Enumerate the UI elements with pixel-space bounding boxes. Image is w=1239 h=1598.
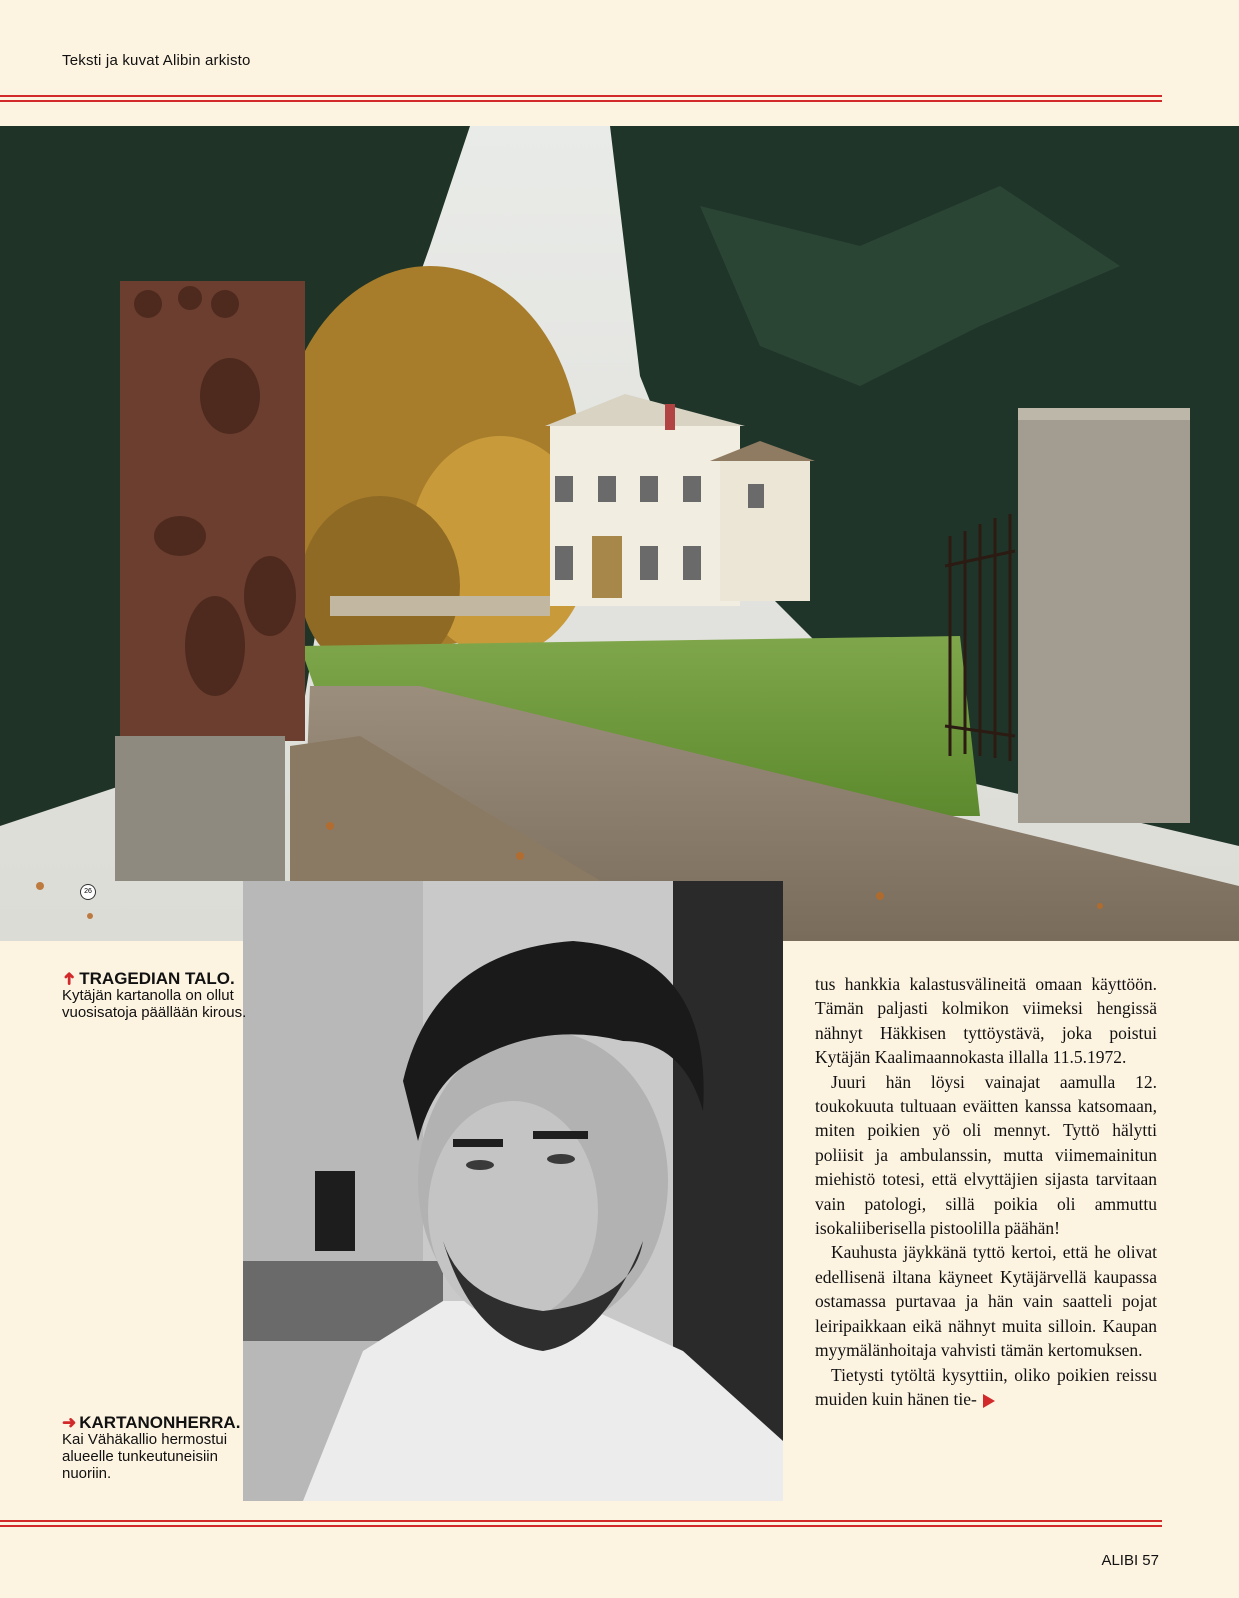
up-arrow-icon: ➜ — [59, 971, 79, 986]
caption-text: Kai Vähäkallio hermostui alueelle tunkeutuneisiin nuoriin. — [62, 1431, 228, 1482]
caption-portrait — [62, 1414, 247, 1482]
photo-number-badge: 26 — [80, 884, 96, 900]
continue-arrow-icon — [983, 1394, 995, 1408]
page-folio: ALIBI 57 — [1101, 1552, 1159, 1569]
right-arrow-icon: ➜ — [62, 1413, 77, 1432]
header-rule — [0, 95, 1162, 103]
article-credit: Teksti ja kuvat Alibin arkisto — [62, 52, 251, 69]
article-body — [815, 972, 1157, 1411]
caption-text: Kytäjän kartanolla on ollut vuosisatoja päällään kirous. — [62, 987, 247, 1021]
paragraph: tus hankkia kalastusvälineitä omaan käyttöön. Tämän paljasti kolmikon viimeksi hengissä nähnyt Häkkisen tyttöystävä, joka poistui Kytäjän Kaalimaannokasta illalla 11.5.1972. — [815, 974, 1157, 1068]
caption-title: KARTANONHERRA. — [79, 1413, 241, 1432]
portrait-photo — [243, 881, 783, 1501]
paragraph-last: Tietysti tytöltä kysyttiin, oliko poikien reissu muiden kuin hänen tie- — [815, 1364, 1157, 1409]
manor-photo — [0, 126, 1239, 941]
paragraph: Juuri hän löysi vainajat aamulla 12. toukokuuta tultuaan eväitten kanssa katsomaan, miten poikien yö oli mennyt. Tyttö hälytti poliisit ja ambulanssin, mutta viimemainitun miehistö totesi, että elvyttäjien sijasta tarvitaan vain patologi, sillä poikia oli ammuttu isokaliiberisella pistoolilla päähän! — [815, 1071, 1157, 1239]
caption-manor — [59, 969, 247, 1021]
footer-rule — [0, 1520, 1162, 1528]
paragraph: Kauhusta jäykkänä tyttö kertoi, että he olivat edellisenä iltana käyneet Kytäjärvellä kaupassa ostamassa purtavaa ja hän vain saatteli pojat leiripaikkaan eikä nähnyt muita silloin. Kaupan myymälänhoitaja vahvisti tämän kertomuksen. — [815, 1242, 1157, 1361]
caption-title: TRAGEDIAN TALO. — [79, 969, 235, 988]
